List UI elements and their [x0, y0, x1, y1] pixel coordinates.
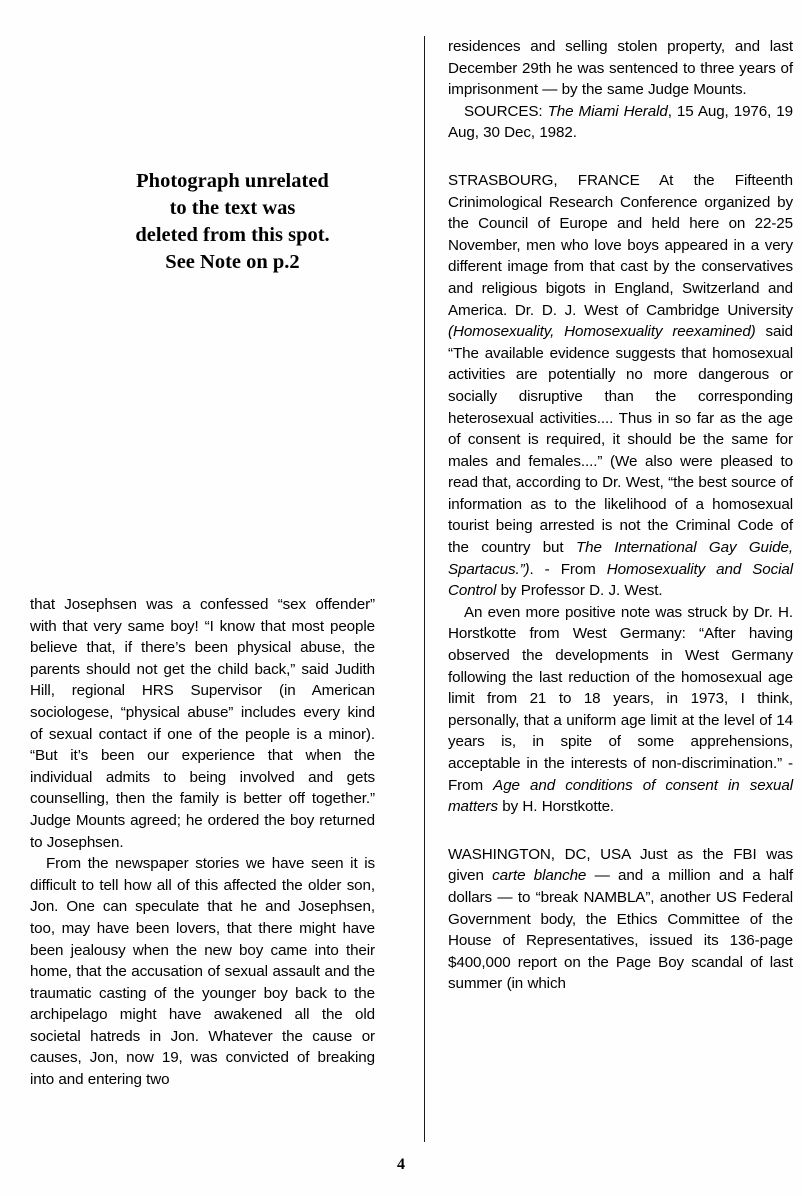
- washington-text-1: Just as the FBI was given: [448, 845, 793, 885]
- washington-text-2: — and a million and a half dollars — to “break NAMBLA”, another US Federal Government body, the Ethics Committee of the House of Representatives, issued its 136-page $400,000 report on the Page Boy scandal of last summer (in which: [448, 867, 793, 993]
- notice-line-1: Photograph unrelated: [136, 170, 329, 192]
- sources-label: SOURCES:: [464, 102, 543, 120]
- strasbourg-text-1: At the Fifteenth Crinimological Research Conference organized by the Council of Europe and held here on 22-25 November, men who love boys appeared in a very different image from that cast by the conservatives and religious bigots in England, Switzerland and America. Dr. D. J. West of Cambridge University: [448, 171, 794, 319]
- paragraph-strasbourg: [448, 170, 793, 602]
- strasbourg-cited-work-2: The International Gay Guide, Spartacus.”): [448, 539, 793, 578]
- right-column-text-flow: [448, 36, 793, 995]
- strasbourg-dateline: STRASBOURG, FRANCE: [448, 171, 640, 189]
- page-number: 4: [397, 1156, 405, 1173]
- sources-dates: , 15 Aug, 1976, 19 Aug, 30 Dec, 1982.: [448, 102, 793, 142]
- strasbourg-cited-work-3: Homosexuality and Social Control: [448, 560, 793, 600]
- left-column-text-flow: [30, 594, 375, 1091]
- right-column: [448, 36, 793, 1140]
- column-divider-rule: [424, 36, 425, 1142]
- horstkotte-text-1: An even more positive note was struck by Dr. H. Horstkotte from West Germany: “After having observed the developments in West Germany following the last reduction of the homosexual age limit from 21 to 18 years, in 1973, I think, personally, that a uniform age limit at the level of 14 years is, in spite of some apprehensions, acceptable in the interests of non-discrimination.” - From: [448, 603, 793, 794]
- notice-line-2: to the text was: [169, 197, 296, 219]
- notice-line-3: deleted from this spot.: [135, 224, 330, 246]
- paragraph-horstkotte: [448, 602, 793, 818]
- horstkotte-cited-work: Age and conditions of consent in sexual matters: [448, 776, 793, 816]
- paragraph-sentencing-continued: residences and selling stolen property, and last December 29th he was sentenced to three years of imprisonment — by the same Judge Mounts.: [448, 38, 793, 99]
- paragraph-josephsen-custody: that Josephsen was a confessed “sex offender” with that very same boy! “I know that most people believe that, if there’s been physical abuse, the parents should not get the child back,” said Judith Hill, regional HRS Supervisor (in American sociologese, “physical abuse” includes every kind of sexual contact if one of the people is a minor). “But it’s been our experience that when the individual admits to being involved and gets counselling, then the family is better off together.” Judge Mounts agreed; he ordered the boy returned to Josephsen.: [30, 596, 375, 851]
- strasbourg-text-4: by Professor D. J. West.: [496, 582, 663, 600]
- washington-dateline: WASHINGTON, DC, USA: [448, 845, 631, 863]
- horstkotte-text-2: by H. Horstkotte.: [497, 798, 615, 816]
- paragraph-jon-speculation: From the newspaper stories we have seen it is difficult to tell how all of this affected the older son, Jon. One can speculate that he and Josephsen, too, may have been lovers, that there might have been jealousy when the new boy came into their home, that the accusation of sexual assault and the traumatic casting of the younger boy back to the archipelago might have awakened all the old societal hatreds in Jon. Whatever the cause or causes, Jon, now 19, was convicted of breaking into and entering two: [30, 855, 375, 1089]
- strasbourg-text-3: . - From: [529, 560, 607, 578]
- washington-cited-phrase: carte blanche: [492, 867, 587, 885]
- notice-line-4: See Note on p.2: [165, 251, 300, 273]
- strasbourg-cited-work-1: (Homosexuality, Homosexuality reexamined): [448, 323, 756, 341]
- paragraph-washington: [448, 844, 793, 995]
- left-column: [30, 36, 375, 1140]
- section-gap-washington: [448, 818, 793, 844]
- sources-publication-title: The Miami Herald: [547, 102, 668, 120]
- strasbourg-text-2: said “The available evidence suggests that homosexual activities are potentially no more dangerous or socially disruptive than the corresponding heterosexual activities.... Thus in so far as the age of consent is required, it should be the same for males and females....” (We also were pleased to read that, according to Dr. West, “the best source of information as to the likelihood of a homosexual tourist being arrested is not the Criminal Code of the country but: [448, 323, 793, 557]
- paragraph-sources: [448, 101, 793, 144]
- section-gap-strasbourg: [448, 144, 793, 170]
- photo-removed-notice: [60, 168, 405, 276]
